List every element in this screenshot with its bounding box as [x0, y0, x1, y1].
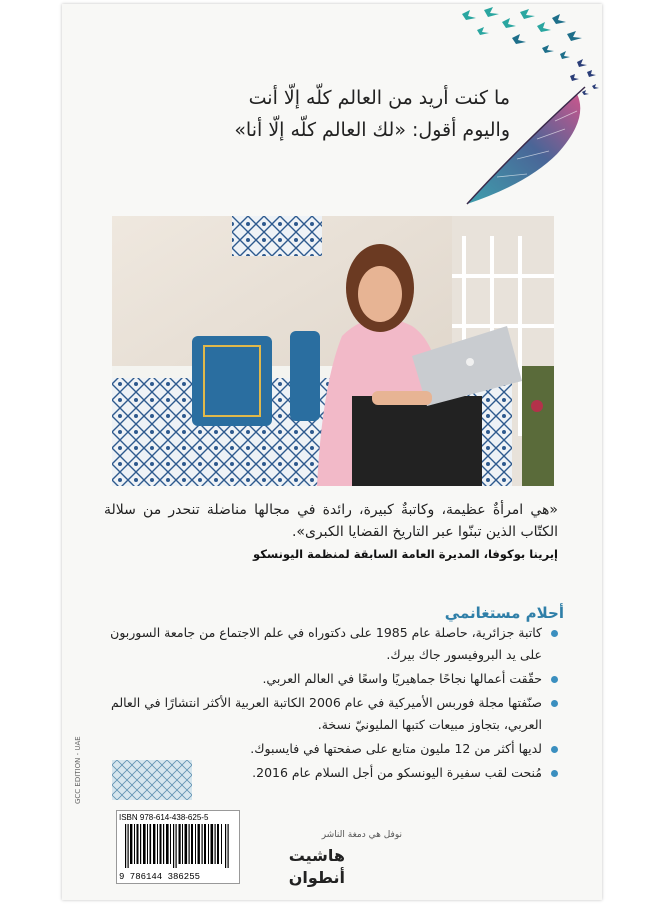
publisher-note: نوفل هي دمغة الناشر — [321, 830, 402, 840]
publisher-logo-antoine: أنطوان — [288, 868, 345, 887]
bio-item: صنّفتها مجلة فوربس الأميركية في عام 2006 الكاتبة العربية الأكثر انتشارًا في العالم العربي، بتجاوز مبيعات كتبها المليونيّ نسخة. — [104, 692, 558, 736]
top-quote — [90, 82, 510, 146]
isbn-barcode — [116, 810, 240, 884]
bullet-icon — [551, 630, 558, 637]
praise-attribution: إيرينا بوكوفا، المديرة العامة السابقة لمنظمة اليونسكو — [253, 547, 558, 561]
barcode-number: 9 786144 386255 — [119, 872, 201, 882]
top-quote-line-2: واليوم أقول: «لك العالم كلّه إلّا أنا» — [234, 119, 510, 141]
edition-label: GCC EDITION - UAE — [74, 736, 82, 804]
bullet-icon — [551, 700, 558, 707]
barcode-bars — [125, 824, 231, 868]
author-photo — [112, 216, 554, 486]
top-quote-line-1: ما كنت أريد من العالم كلّه إلّا أنت — [248, 87, 510, 109]
bullet-icon — [551, 770, 558, 777]
bio-item: مُنحت لقب سفيرة اليونسكو من أجل السلام عام 2016. — [104, 762, 558, 784]
publisher-logo-hachette: هاشيت — [288, 846, 345, 865]
bullet-icon — [551, 746, 558, 753]
bio-item: حقّقت أعمالها نجاحًا جماهيريًا واسعًا في العالم العربي. — [104, 668, 558, 690]
bullet-icon — [551, 676, 558, 683]
praise-quote: «هي امرأةٌ عظيمة، وكاتبةٌ كبيرة، رائدة في مجالها مناضلة تنحدر من سلالة الكتّاب الذين تبنّوا عبر التاريخ القضايا الكبرى». — [104, 502, 558, 540]
bio-item: كاتبة جزائرية، حاصلة عام 1985 على دكتوراه في علم الاجتماع من جامعة السوربون على يد البروفيسور جاك بيرك. — [104, 622, 558, 666]
bio-item: لديها أكثر من 12 مليون متابع على صفحتها في فايسبوك. — [104, 738, 558, 760]
book-back-cover — [62, 4, 602, 900]
pattern-chip — [112, 760, 192, 800]
author-name: أحلام مستغانمي — [444, 604, 564, 622]
isbn-label: ISBN 978-614-438-625-5 — [119, 813, 209, 822]
